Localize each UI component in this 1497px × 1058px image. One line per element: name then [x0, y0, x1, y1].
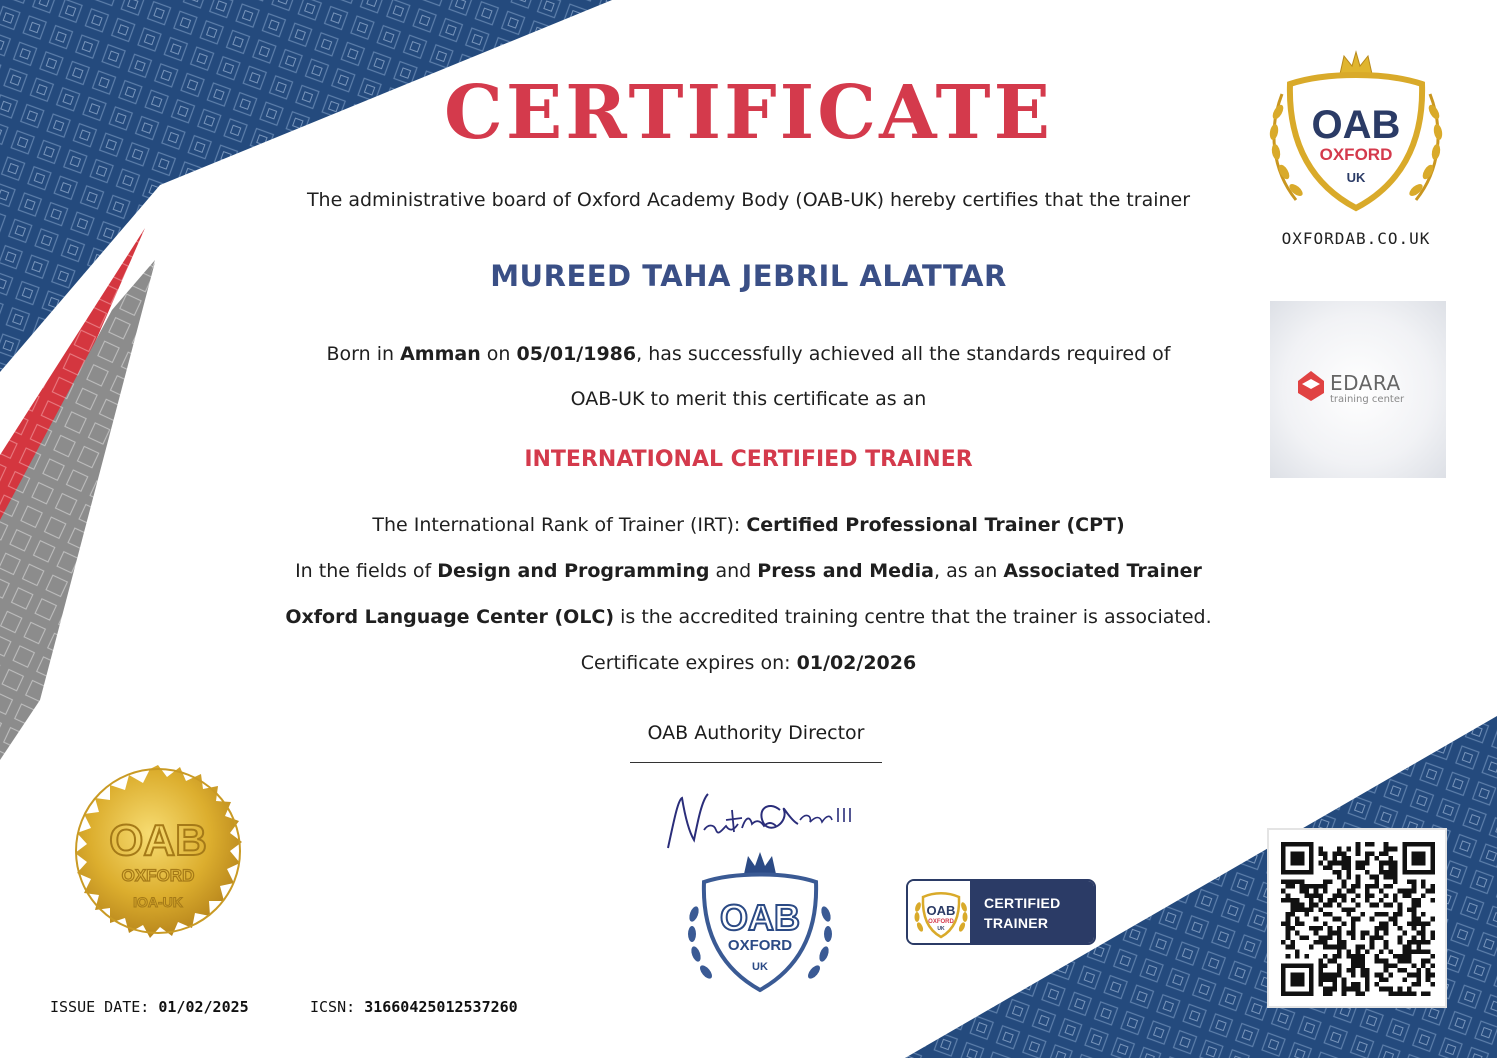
- svg-text:OXFORD: OXFORD: [727, 937, 793, 954]
- fields-line: In the fields of Design and Programming and Press and Media, as an Associated Trainer: [295, 560, 1202, 582]
- svg-text:IOA-UK: IOA-UK: [133, 894, 183, 910]
- irt-value: Certified Professional Trainer (CPT): [746, 514, 1125, 536]
- crown-icon: [744, 852, 776, 874]
- svg-text:OAB: OAB: [109, 816, 207, 865]
- edara-name: EDARA: [1330, 371, 1401, 395]
- birth-date: 05/01/1986: [516, 343, 637, 365]
- rank-title: INTERNATIONAL CERTIFIED TRAINER: [524, 447, 973, 472]
- issue-date: 01/02/2025: [158, 998, 249, 1016]
- svg-text:OAB: OAB: [1311, 103, 1401, 147]
- birth-place: Amman: [400, 343, 481, 365]
- gold-seal-icon: [50, 743, 266, 959]
- svg-text:UK: UK: [752, 961, 768, 973]
- icsn-field: ICSN: 31660425012537260: [310, 998, 518, 1016]
- svg-text:OXFORD: OXFORD: [1319, 145, 1393, 164]
- edara-partner-logo: [1270, 301, 1446, 478]
- issue-date-field: ISSUE DATE: 01/02/2025: [50, 998, 249, 1016]
- qr-code-icon: [1281, 842, 1435, 996]
- merit-line: OAB-UK to merit this certificate as an: [570, 388, 927, 410]
- badge-line-2: TRAINER: [984, 915, 1049, 931]
- qr-code[interactable]: [1267, 828, 1447, 1008]
- svg-text:OXFORD: OXFORD: [121, 866, 195, 885]
- irt-line: The International Rank of Trainer (IRT): Certified Professional Trainer (CPT): [372, 514, 1125, 536]
- birth-line: Born in Amman on 05/01/1986, has successfully achieved all the standards required of: [326, 343, 1171, 365]
- centre-line: Oxford Language Center (OLC) is the accredited training centre that the trainer is associated.: [285, 606, 1212, 628]
- signature-line: [630, 762, 882, 763]
- trainer-type: Associated Trainer: [1003, 560, 1202, 582]
- director-label: OAB Authority Director: [647, 722, 865, 744]
- centre-name: Oxford Language Center (OLC): [285, 606, 615, 628]
- badge-label-panel: [970, 881, 1096, 943]
- oab-oxford-logo-top: [1266, 50, 1446, 220]
- crown-icon: [1340, 52, 1372, 74]
- svg-text:UK: UK: [937, 926, 945, 932]
- icsn-number: 31660425012537260: [364, 998, 518, 1016]
- director-signature: [660, 780, 860, 860]
- badge-line-1: CERTIFIED: [984, 895, 1061, 911]
- oab-oxford-logo-bottom: [682, 852, 838, 998]
- edara-logo-icon: [1296, 369, 1326, 403]
- field-2: Press and Media: [757, 560, 934, 582]
- svg-text:OXFORD: OXFORD: [928, 919, 954, 925]
- svg-text:OAB: OAB: [926, 903, 956, 918]
- edara-subtitle: training center: [1330, 394, 1405, 405]
- expiry-line: Certificate expires on: 01/02/2026: [580, 652, 917, 674]
- trainer-name: MUREED TAHA JEBRIL ALATTAR: [490, 259, 1007, 293]
- svg-text:OAB: OAB: [720, 897, 800, 938]
- intro-text: The administrative board of Oxford Academy Body (OAB-UK) hereby certifies that the trainer: [306, 189, 1191, 211]
- badge-oab-logo: [908, 881, 974, 943]
- website-url[interactable]: OXFORDAB.CO.UK: [1281, 229, 1431, 248]
- svg-text:UK: UK: [1346, 170, 1366, 185]
- field-1: Design and Programming: [437, 560, 710, 582]
- certificate-title: CERTIFICATE: [443, 70, 1054, 156]
- expiry-date: 01/02/2026: [796, 652, 917, 674]
- certified-trainer-badge: [906, 879, 1096, 945]
